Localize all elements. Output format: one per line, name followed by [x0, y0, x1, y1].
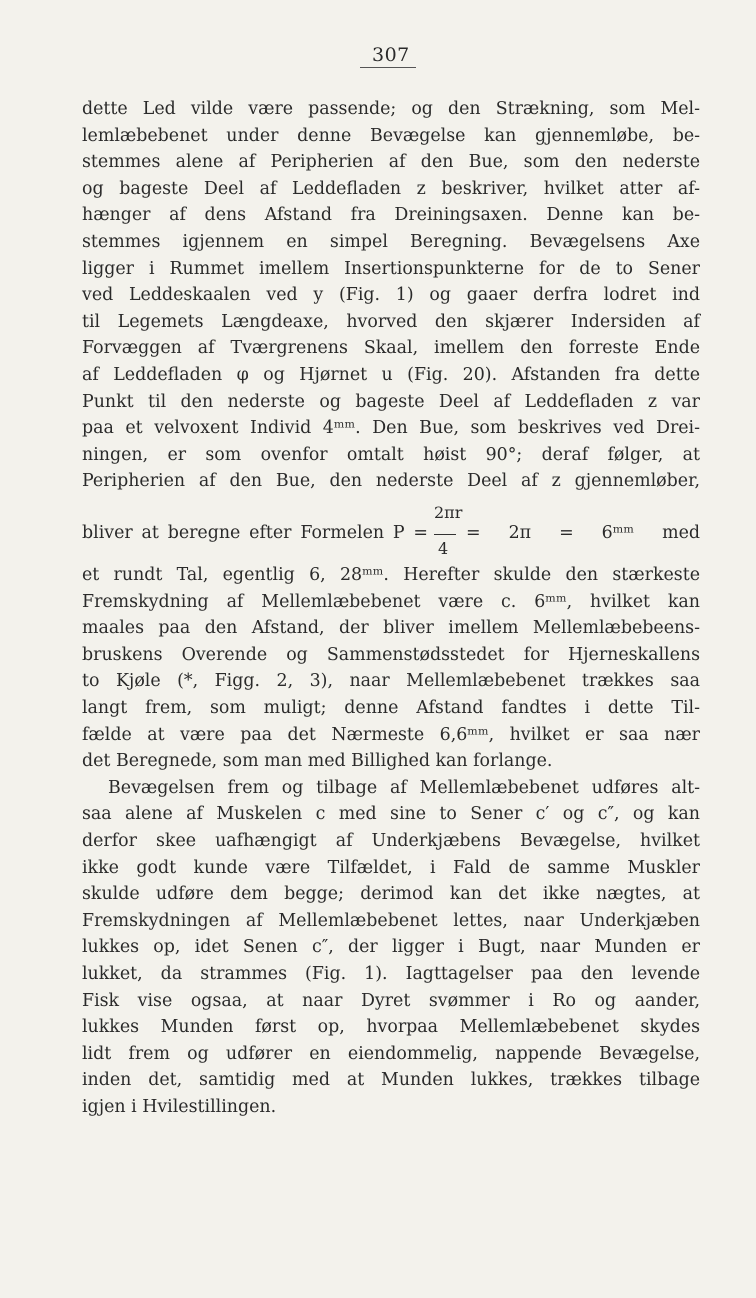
text-line: igjen i Hvilestillingen. [82, 1096, 277, 1117]
text-line: lukket, da strammes (Fig. 1). Iagttagelser paa den levende [82, 963, 700, 984]
text-line: ningen, er som ovenfor omtalt høist 90°; deraf følger, at [82, 444, 700, 465]
formula-numerator: 2πr [434, 503, 463, 522]
text-line: Forvæggen af Tværgrenens Skaal, imellem den forreste Ende [82, 338, 700, 359]
text-line: Fisk vise ogsaa, at naar Dyret svømmer i Ro og aander, [82, 990, 700, 1011]
text-line: ikke godt kunde være Tilfældet, i Fald de samme Muskler [82, 857, 700, 878]
text-line: et rundt Tal, egentlig 6, 28ᵐᵐ. Herefter skulde den stærkeste [82, 565, 700, 585]
text-line: fælde at være paa det Nærmeste 6,6ᵐᵐ, hvilket er saa nær [82, 724, 700, 745]
formula-after: = 2π = 6ᵐᵐ med [466, 523, 700, 543]
text-line: lukkes op, idet Senen c″, der ligger i Bugt, naar Munden er [82, 937, 700, 958]
text-line: Peripherien af den Bue, den nederste Deel af z gjennemløber, [82, 471, 700, 492]
text-line: lidt frem og udfører en eiendommelig, nappende Bevægelse, [82, 1043, 700, 1064]
text-line: stemmes alene af Peripherien af den Bue, som den nederste [82, 152, 700, 173]
body-text-upper [82, 96, 700, 495]
page-number: 307 [360, 44, 416, 68]
text-line: ved Leddeskaalen ved y (Fig. 1) og gaaer derfra lodret ind [82, 285, 700, 306]
text-line: derfor skee uafhængigt af Underkjæbens Bevægelse, hvilket [82, 830, 700, 851]
formula-denominator: 4 [438, 539, 449, 558]
text-line: langt frem, som muligt; denne Afstand fandtes i dette Til- [82, 697, 700, 718]
paragraph-start-line: Bevægelsen frem og tilbage af Mellemlæbebenet udføres alt- [108, 777, 700, 798]
text-line: inden det, samtidig med at Munden lukkes, trækkes tilbage [82, 1070, 700, 1091]
text-line: og bageste Deel af Leddefladen z beskriver, hvilket atter af- [82, 178, 700, 199]
text-line: Fremskydningen af Mellemlæbebenet lettes, naar Underkjæben [82, 910, 700, 931]
formula-before: bliver at beregne efter Formelen P = [82, 523, 428, 543]
text-line: til Legemets Længdeaxe, hvorved den skjærer Indersiden af [82, 311, 700, 332]
text-line: det Beregnede, som man med Billighed kan forlange. [82, 751, 553, 772]
text-line: af Leddefladen φ og Hjørnet u (Fig. 20). Afstanden fra dette [82, 364, 700, 385]
text-line: dette Led vilde være passende; og den Strækning, som Mel- [82, 99, 700, 119]
text-line: bruskens Overende og Sammenstødsstedet for Hjerneskallens [82, 644, 700, 665]
text-line: saa alene af Muskelen c med sine to Sener c′ og c″, og kan [82, 804, 700, 825]
text-line: Fremskydning af Mellemlæbebenet være c. 6ᵐᵐ, hvilket kan [82, 591, 700, 612]
text-line: paa et velvoxent Individ 4ᵐᵐ. Den Bue, som beskrives ved Drei- [82, 418, 700, 439]
text-line: lemlæbebenet under denne Bevægelse kan gjennemløbe, be- [82, 125, 700, 146]
text-line: lukkes Munden først op, hvorpaa Mellemlæbebenet skydes [82, 1017, 700, 1038]
fraction-bar [434, 534, 456, 535]
text-line: skulde udføre dem begge; derimod kan det ikke nægtes, at [82, 884, 700, 905]
text-line: to Kjøle (*, Figg. 2, 3), naar Mellemlæbebenet trækkes saa [82, 671, 700, 692]
text-line: Punkt til den nederste og bageste Deel af Leddefladen z var [82, 391, 700, 412]
text-line: maales paa den Afstand, der bliver imellem Mellemlæbebeens- [82, 618, 700, 639]
text-line: hænger af dens Afstand fra Dreiningsaxen. Denne kan be- [82, 205, 700, 226]
text-line: ligger i Rummet imellem Insertionspunkterne for de to Sener [82, 258, 700, 279]
body-text-middle [82, 562, 700, 1120]
text-line: stemmes igjennem en simpel Beregning. Bevægelsens Axe [82, 231, 700, 252]
